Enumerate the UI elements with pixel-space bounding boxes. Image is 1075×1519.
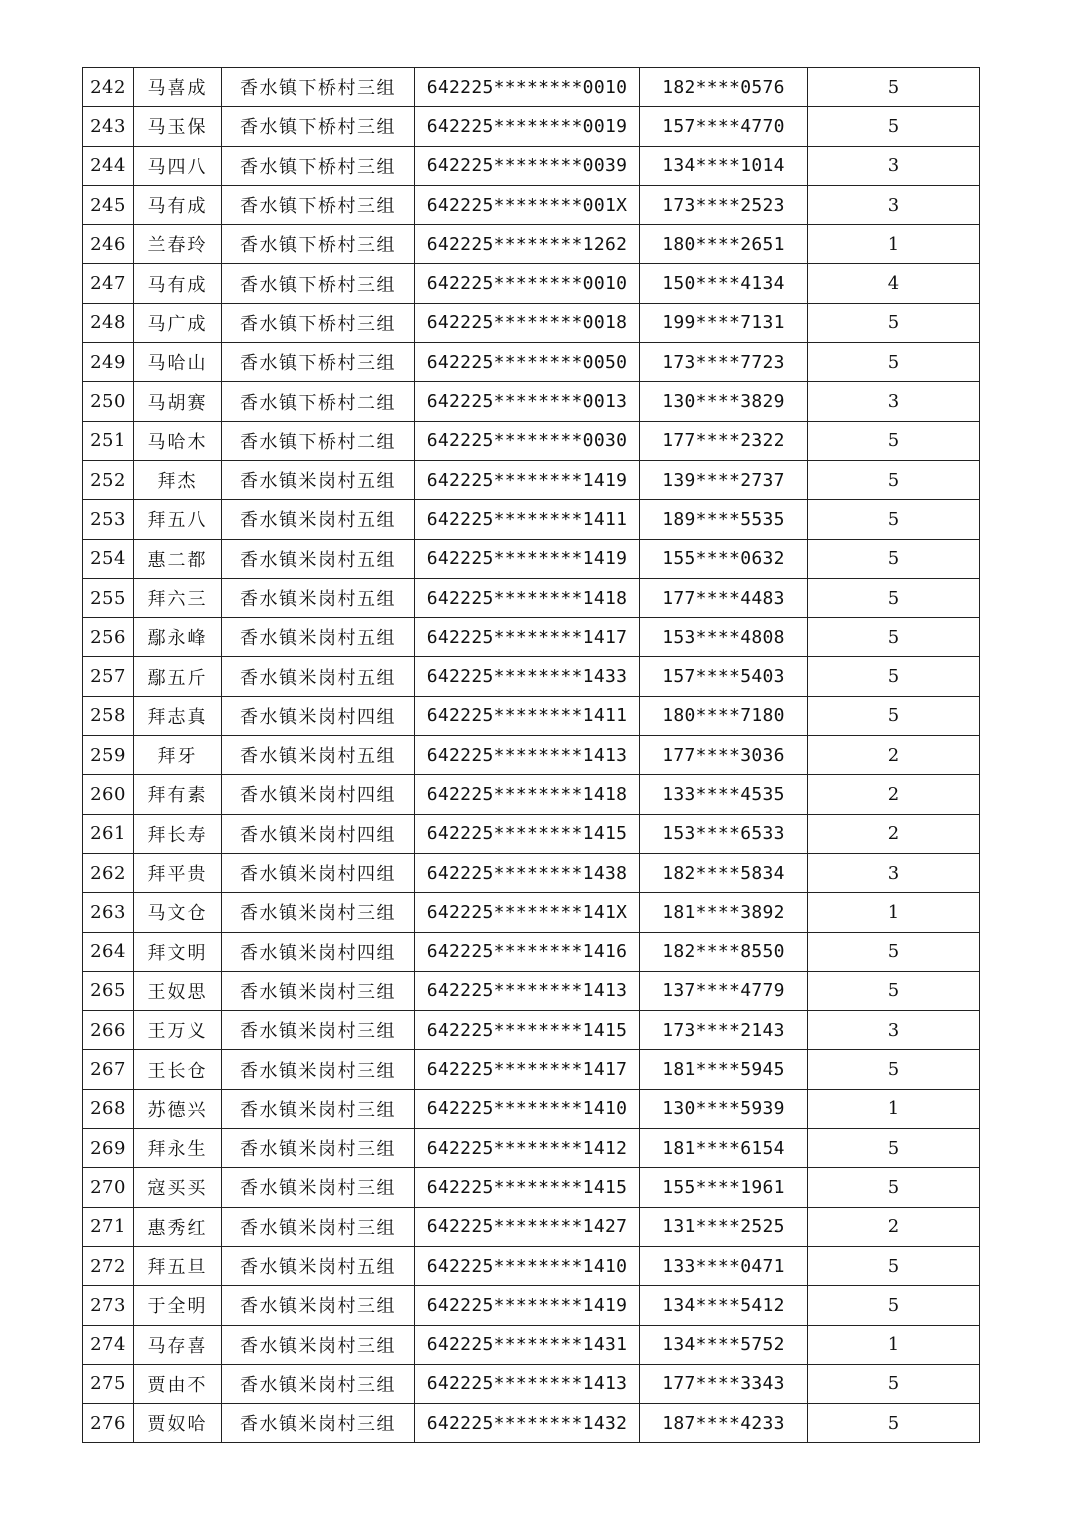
- table-row: [83, 1207, 980, 1246]
- phone-cell: 139****2737: [640, 460, 808, 499]
- count-cell: 5: [808, 343, 980, 382]
- name-cell: 拜文明: [134, 932, 222, 971]
- address-cell: 香水镇米岗村四组: [222, 932, 415, 971]
- name-cell: 拜杰: [134, 460, 222, 499]
- row-number-cell: 266: [83, 1011, 134, 1050]
- count-cell: 5: [808, 1129, 980, 1168]
- table-row: [83, 736, 980, 775]
- id-number-cell: 642225********1419: [415, 460, 640, 499]
- address-cell: 香水镇米岗村三组: [222, 1404, 415, 1443]
- name-cell: 拜永生: [134, 1129, 222, 1168]
- phone-cell: 182****0576: [640, 68, 808, 107]
- phone-cell: 173****2143: [640, 1011, 808, 1050]
- phone-cell: 157****5403: [640, 657, 808, 696]
- count-cell: 5: [808, 657, 980, 696]
- table-row: [83, 932, 980, 971]
- name-cell: 拜五旦: [134, 1246, 222, 1285]
- phone-cell: 153****4808: [640, 618, 808, 657]
- address-cell: 香水镇米岗村三组: [222, 1011, 415, 1050]
- row-number-cell: 269: [83, 1129, 134, 1168]
- id-number-cell: 642225********1438: [415, 853, 640, 892]
- id-number-cell: 642225********1415: [415, 1011, 640, 1050]
- phone-cell: 133****4535: [640, 775, 808, 814]
- count-cell: 5: [808, 421, 980, 460]
- table-row: [83, 185, 980, 224]
- phone-cell: 155****1961: [640, 1168, 808, 1207]
- row-number-cell: 249: [83, 343, 134, 382]
- count-cell: 5: [808, 303, 980, 342]
- table-row: [83, 1246, 980, 1285]
- id-number-cell: 642225********0010: [415, 68, 640, 107]
- count-cell: 2: [808, 736, 980, 775]
- phone-cell: 180****2651: [640, 225, 808, 264]
- phone-cell: 134****5412: [640, 1286, 808, 1325]
- table-row: [83, 225, 980, 264]
- row-number-cell: 246: [83, 225, 134, 264]
- address-cell: 香水镇下桥村三组: [222, 225, 415, 264]
- count-cell: 5: [808, 971, 980, 1010]
- table-row: [83, 303, 980, 342]
- id-number-cell: 642225********1415: [415, 1168, 640, 1207]
- id-number-cell: 642225********0013: [415, 382, 640, 421]
- phone-cell: 134****5752: [640, 1325, 808, 1364]
- table-row: [83, 775, 980, 814]
- table-row: [83, 264, 980, 303]
- table-row: [83, 1325, 980, 1364]
- count-cell: 5: [808, 107, 980, 146]
- row-number-cell: 260: [83, 775, 134, 814]
- address-cell: 香水镇米岗村四组: [222, 853, 415, 892]
- count-cell: 5: [808, 932, 980, 971]
- row-number-cell: 255: [83, 578, 134, 617]
- address-cell: 香水镇米岗村三组: [222, 1364, 415, 1403]
- count-cell: 3: [808, 853, 980, 892]
- address-cell: 香水镇米岗村三组: [222, 1050, 415, 1089]
- phone-cell: 182****8550: [640, 932, 808, 971]
- phone-cell: 177****3036: [640, 736, 808, 775]
- id-number-cell: 642225********1418: [415, 775, 640, 814]
- address-cell: 香水镇米岗村三组: [222, 971, 415, 1010]
- row-number-cell: 268: [83, 1089, 134, 1128]
- phone-cell: 130****3829: [640, 382, 808, 421]
- id-number-cell: 642225********1413: [415, 736, 640, 775]
- name-cell: 拜牙: [134, 736, 222, 775]
- row-number-cell: 273: [83, 1286, 134, 1325]
- id-number-cell: 642225********1410: [415, 1246, 640, 1285]
- id-number-cell: 642225********0019: [415, 107, 640, 146]
- phone-cell: 199****7131: [640, 303, 808, 342]
- address-cell: 香水镇米岗村三组: [222, 1129, 415, 1168]
- row-number-cell: 245: [83, 185, 134, 224]
- address-cell: 香水镇下桥村二组: [222, 382, 415, 421]
- count-cell: 5: [808, 578, 980, 617]
- id-number-cell: 642225********1411: [415, 500, 640, 539]
- row-number-cell: 265: [83, 971, 134, 1010]
- address-cell: 香水镇米岗村五组: [222, 618, 415, 657]
- phone-cell: 181****6154: [640, 1129, 808, 1168]
- address-cell: 香水镇米岗村五组: [222, 539, 415, 578]
- row-number-cell: 244: [83, 146, 134, 185]
- name-cell: 拜六三: [134, 578, 222, 617]
- phone-cell: 180****7180: [640, 696, 808, 735]
- table-row: [83, 1168, 980, 1207]
- table-row: [83, 68, 980, 107]
- name-cell: 于全明: [134, 1286, 222, 1325]
- id-number-cell: 642225********1413: [415, 1364, 640, 1403]
- name-cell: 马四八: [134, 146, 222, 185]
- count-cell: 2: [808, 775, 980, 814]
- row-number-cell: 262: [83, 853, 134, 892]
- row-number-cell: 258: [83, 696, 134, 735]
- name-cell: 马有成: [134, 264, 222, 303]
- name-cell: 马广成: [134, 303, 222, 342]
- id-number-cell: 642225********1262: [415, 225, 640, 264]
- id-number-cell: 642225********1431: [415, 1325, 640, 1364]
- table-row: [83, 1364, 980, 1403]
- name-cell: 拜长寿: [134, 814, 222, 853]
- table-row: [83, 657, 980, 696]
- table-row: [83, 460, 980, 499]
- count-cell: 5: [808, 1168, 980, 1207]
- address-cell: 香水镇下桥村三组: [222, 107, 415, 146]
- id-number-cell: 642225********1419: [415, 1286, 640, 1325]
- address-cell: 香水镇米岗村三组: [222, 893, 415, 932]
- name-cell: 王长仓: [134, 1050, 222, 1089]
- id-number-cell: 642225********1416: [415, 932, 640, 971]
- address-cell: 香水镇米岗村三组: [222, 1168, 415, 1207]
- row-number-cell: 263: [83, 893, 134, 932]
- phone-cell: 177****3343: [640, 1364, 808, 1403]
- phone-cell: 173****2523: [640, 185, 808, 224]
- address-cell: 香水镇下桥村三组: [222, 303, 415, 342]
- row-number-cell: 254: [83, 539, 134, 578]
- id-number-cell: 642225********001X: [415, 185, 640, 224]
- table-row: [83, 343, 980, 382]
- id-number-cell: 642225********1427: [415, 1207, 640, 1246]
- address-cell: 香水镇下桥村三组: [222, 264, 415, 303]
- name-cell: 鄢永峰: [134, 618, 222, 657]
- row-number-cell: 253: [83, 500, 134, 539]
- address-cell: 香水镇下桥村三组: [222, 146, 415, 185]
- address-cell: 香水镇米岗村五组: [222, 1246, 415, 1285]
- name-cell: 鄢五斤: [134, 657, 222, 696]
- row-number-cell: 248: [83, 303, 134, 342]
- phone-cell: 177****4483: [640, 578, 808, 617]
- count-cell: 5: [808, 1404, 980, 1443]
- name-cell: 王万义: [134, 1011, 222, 1050]
- address-cell: 香水镇米岗村五组: [222, 500, 415, 539]
- table-row: [83, 107, 980, 146]
- table-row: [83, 1129, 980, 1168]
- phone-cell: 133****0471: [640, 1246, 808, 1285]
- name-cell: 马玉保: [134, 107, 222, 146]
- count-cell: 5: [808, 1286, 980, 1325]
- name-cell: 惠秀红: [134, 1207, 222, 1246]
- name-cell: 拜有素: [134, 775, 222, 814]
- row-number-cell: 250: [83, 382, 134, 421]
- phone-cell: 153****6533: [640, 814, 808, 853]
- address-cell: 香水镇米岗村三组: [222, 1325, 415, 1364]
- name-cell: 马胡赛: [134, 382, 222, 421]
- count-cell: 4: [808, 264, 980, 303]
- address-cell: 香水镇米岗村五组: [222, 736, 415, 775]
- phone-cell: 181****3892: [640, 893, 808, 932]
- name-cell: 惠二都: [134, 539, 222, 578]
- table-row: [83, 539, 980, 578]
- row-number-cell: 264: [83, 932, 134, 971]
- name-cell: 马喜成: [134, 68, 222, 107]
- id-number-cell: 642225********1433: [415, 657, 640, 696]
- table-row: [83, 146, 980, 185]
- name-cell: 马哈木: [134, 421, 222, 460]
- row-number-cell: 276: [83, 1404, 134, 1443]
- id-number-cell: 642225********1419: [415, 539, 640, 578]
- table-row: [83, 578, 980, 617]
- row-number-cell: 261: [83, 814, 134, 853]
- phone-cell: 131****2525: [640, 1207, 808, 1246]
- table-row: [83, 1404, 980, 1443]
- name-cell: 马哈山: [134, 343, 222, 382]
- address-cell: 香水镇下桥村三组: [222, 343, 415, 382]
- address-cell: 香水镇米岗村三组: [222, 1286, 415, 1325]
- table-row: [83, 893, 980, 932]
- name-cell: 拜平贵: [134, 853, 222, 892]
- phone-cell: 182****5834: [640, 853, 808, 892]
- id-number-cell: 642225********1417: [415, 1050, 640, 1089]
- count-cell: 3: [808, 1011, 980, 1050]
- row-number-cell: 242: [83, 68, 134, 107]
- count-cell: 1: [808, 1089, 980, 1128]
- id-number-cell: 642225********0030: [415, 421, 640, 460]
- name-cell: 贾奴哈: [134, 1404, 222, 1443]
- table-row: [83, 1011, 980, 1050]
- id-number-cell: 642225********1413: [415, 971, 640, 1010]
- id-number-cell: 642225********1412: [415, 1129, 640, 1168]
- count-cell: 5: [808, 618, 980, 657]
- id-number-cell: 642225********0010: [415, 264, 640, 303]
- id-number-cell: 642225********1415: [415, 814, 640, 853]
- household-table: [82, 67, 980, 1443]
- phone-cell: 157****4770: [640, 107, 808, 146]
- id-number-cell: 642225********1418: [415, 578, 640, 617]
- row-number-cell: 274: [83, 1325, 134, 1364]
- row-number-cell: 267: [83, 1050, 134, 1089]
- phone-cell: 150****4134: [640, 264, 808, 303]
- id-number-cell: 642225********1411: [415, 696, 640, 735]
- name-cell: 寇买买: [134, 1168, 222, 1207]
- phone-cell: 181****5945: [640, 1050, 808, 1089]
- table-row: [83, 500, 980, 539]
- table-row: [83, 1050, 980, 1089]
- row-number-cell: 256: [83, 618, 134, 657]
- phone-cell: 173****7723: [640, 343, 808, 382]
- phone-cell: 189****5535: [640, 500, 808, 539]
- phone-cell: 130****5939: [640, 1089, 808, 1128]
- id-number-cell: 642225********141X: [415, 893, 640, 932]
- phone-cell: 155****0632: [640, 539, 808, 578]
- address-cell: 香水镇下桥村三组: [222, 68, 415, 107]
- row-number-cell: 272: [83, 1246, 134, 1285]
- id-number-cell: 642225********0039: [415, 146, 640, 185]
- table-body: [83, 68, 980, 1443]
- address-cell: 香水镇下桥村三组: [222, 185, 415, 224]
- id-number-cell: 642225********1432: [415, 1404, 640, 1443]
- id-number-cell: 642225********0050: [415, 343, 640, 382]
- phone-cell: 137****4779: [640, 971, 808, 1010]
- address-cell: 香水镇米岗村四组: [222, 775, 415, 814]
- name-cell: 兰春玲: [134, 225, 222, 264]
- count-cell: 5: [808, 696, 980, 735]
- name-cell: 苏德兴: [134, 1089, 222, 1128]
- count-cell: 5: [808, 68, 980, 107]
- name-cell: 拜五八: [134, 500, 222, 539]
- table-row: [83, 421, 980, 460]
- address-cell: 香水镇米岗村三组: [222, 1207, 415, 1246]
- row-number-cell: 252: [83, 460, 134, 499]
- id-number-cell: 642225********1417: [415, 618, 640, 657]
- count-cell: 5: [808, 500, 980, 539]
- row-number-cell: 259: [83, 736, 134, 775]
- count-cell: 2: [808, 814, 980, 853]
- count-cell: 5: [808, 460, 980, 499]
- name-cell: 马有成: [134, 185, 222, 224]
- count-cell: 1: [808, 225, 980, 264]
- row-number-cell: 251: [83, 421, 134, 460]
- count-cell: 5: [808, 539, 980, 578]
- phone-cell: 177****2322: [640, 421, 808, 460]
- count-cell: 1: [808, 1325, 980, 1364]
- name-cell: 贾由不: [134, 1364, 222, 1403]
- table-row: [83, 853, 980, 892]
- table-row: [83, 1089, 980, 1128]
- row-number-cell: 257: [83, 657, 134, 696]
- phone-cell: 134****1014: [640, 146, 808, 185]
- name-cell: 马存喜: [134, 1325, 222, 1364]
- count-cell: 5: [808, 1246, 980, 1285]
- phone-cell: 187****4233: [640, 1404, 808, 1443]
- id-number-cell: 642225********1410: [415, 1089, 640, 1128]
- address-cell: 香水镇下桥村二组: [222, 421, 415, 460]
- row-number-cell: 275: [83, 1364, 134, 1403]
- count-cell: 5: [808, 1364, 980, 1403]
- row-number-cell: 243: [83, 107, 134, 146]
- row-number-cell: 247: [83, 264, 134, 303]
- address-cell: 香水镇米岗村五组: [222, 657, 415, 696]
- table-row: [83, 618, 980, 657]
- address-cell: 香水镇米岗村四组: [222, 696, 415, 735]
- count-cell: 3: [808, 146, 980, 185]
- name-cell: 马文仓: [134, 893, 222, 932]
- table-row: [83, 814, 980, 853]
- table-row: [83, 382, 980, 421]
- table-row: [83, 1286, 980, 1325]
- address-cell: 香水镇米岗村三组: [222, 1089, 415, 1128]
- count-cell: 3: [808, 382, 980, 421]
- count-cell: 2: [808, 1207, 980, 1246]
- count-cell: 1: [808, 893, 980, 932]
- count-cell: 3: [808, 185, 980, 224]
- name-cell: 拜志真: [134, 696, 222, 735]
- name-cell: 王奴思: [134, 971, 222, 1010]
- address-cell: 香水镇米岗村五组: [222, 460, 415, 499]
- table-row: [83, 971, 980, 1010]
- id-number-cell: 642225********0018: [415, 303, 640, 342]
- row-number-cell: 270: [83, 1168, 134, 1207]
- table-row: [83, 696, 980, 735]
- address-cell: 香水镇米岗村五组: [222, 578, 415, 617]
- address-cell: 香水镇米岗村四组: [222, 814, 415, 853]
- count-cell: 5: [808, 1050, 980, 1089]
- row-number-cell: 271: [83, 1207, 134, 1246]
